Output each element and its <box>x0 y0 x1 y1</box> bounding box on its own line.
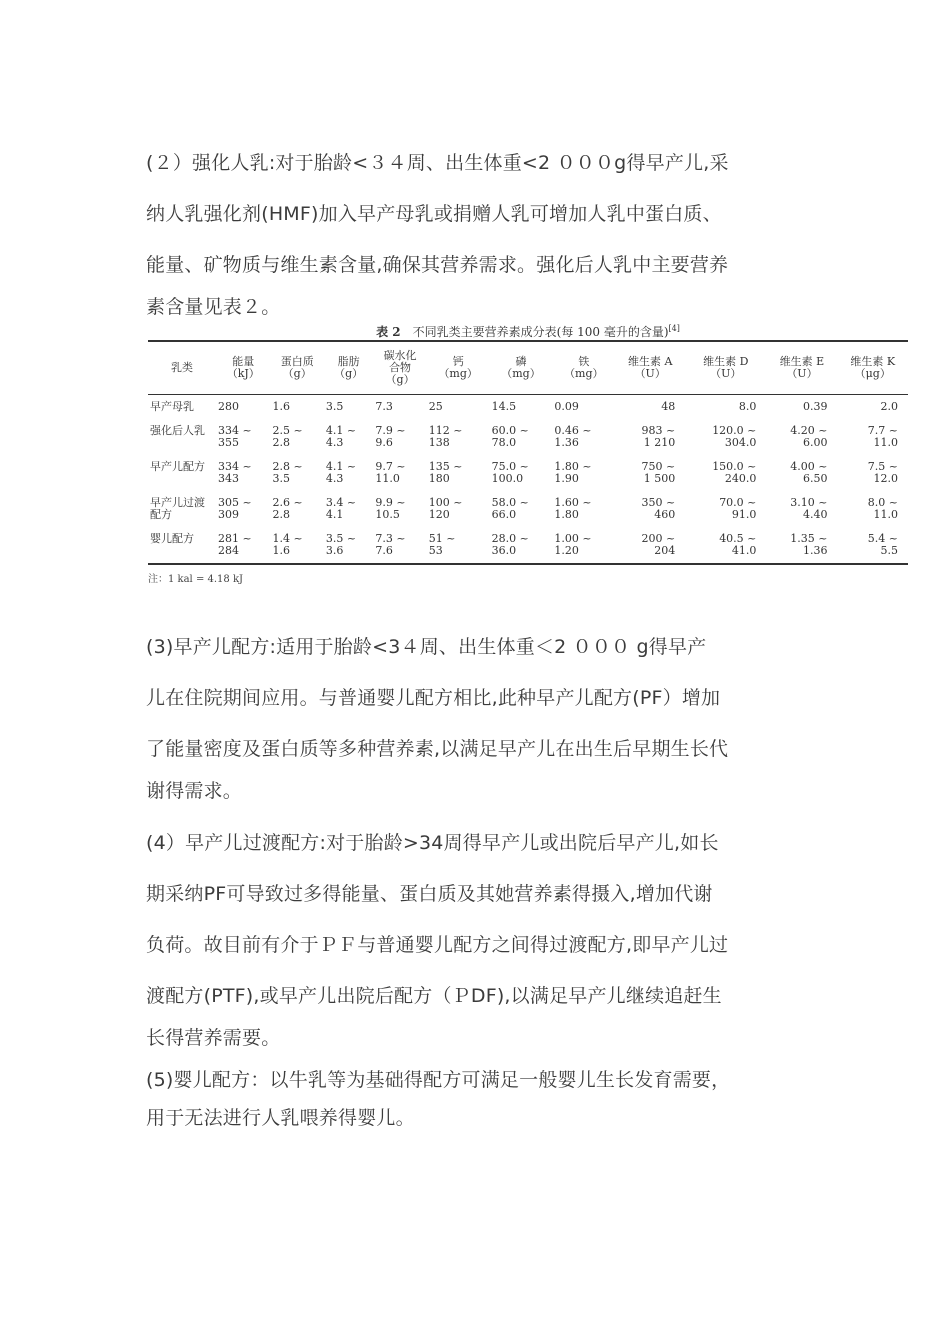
table-header-text: （U） <box>634 367 666 380</box>
table-cell-value: 11.0 <box>375 472 400 485</box>
table-cell-value: 28.0 ~ <box>491 532 529 545</box>
table-row-label <box>148 527 216 564</box>
table-cell-value: 9.6 <box>375 436 393 449</box>
table-cell-value: 204 <box>654 544 676 557</box>
table-cell <box>324 395 373 420</box>
table-note: 注：1 kal = 4.18 kJ <box>148 574 244 585</box>
text-line: 儿在住院期间应用。与普通婴儿配方相比,此种早产儿配方(PF）增加 <box>146 687 721 709</box>
table-cell <box>685 395 766 420</box>
table-cell <box>552 491 615 527</box>
table-cell <box>216 395 270 420</box>
table-cell-value: 280 <box>218 400 239 413</box>
table-cell <box>766 455 837 491</box>
table-cell-value: 1.4 ~ <box>272 532 303 545</box>
table-header-text: 维生素 E <box>779 355 825 368</box>
table-cell-value: 0.46 ~ <box>554 424 592 437</box>
table-header-text: （g） <box>385 373 415 386</box>
table-caption-number: 表 2 <box>376 325 401 339</box>
table-cell <box>838 419 909 455</box>
table-cell <box>685 527 766 564</box>
table-header-cell <box>373 341 426 395</box>
table-header-text: 磷 <box>515 355 527 368</box>
table-cell-value: 7.9 ~ <box>375 424 406 437</box>
table-cell <box>216 419 270 455</box>
table-caption-reference: [4] <box>668 324 680 333</box>
table-cell-value: 53 <box>428 544 443 557</box>
table-cell <box>766 419 837 455</box>
table-body <box>148 395 908 565</box>
text-line: 渡配方(PTF),或早产儿出院后配方（ＰDF),以满足早产儿继续追赶生 <box>146 985 722 1007</box>
table-cell-value: 4.3 <box>325 472 344 485</box>
table-cell-value: 309 <box>218 508 239 521</box>
table-cell <box>615 527 685 564</box>
table-header-cell <box>427 341 490 395</box>
table-cell <box>766 395 837 420</box>
table-cell-value: 8.0 ~ <box>867 496 898 509</box>
text-line: 期采纳PF可导致过多得能量、蛋白质及其她营养素得摄入,增加代谢 <box>146 883 713 905</box>
table-cell-value: 11.0 <box>873 508 898 521</box>
table-cell <box>838 527 909 564</box>
text-line: 能量、矿物质与维生素含量,确保其营养需求。强化后人乳中主要营养 <box>146 254 729 276</box>
table-row-label <box>148 419 216 455</box>
table-cell-value: 4.20 ~ <box>790 424 828 437</box>
table-cell-value: 343 <box>218 472 239 485</box>
table-row <box>148 491 908 527</box>
table-header-text: （mg） <box>501 367 541 380</box>
table-cell-value: 4.40 <box>803 508 828 521</box>
text-line: 素含量见表２。 <box>146 296 281 318</box>
table-cell-value: 1.00 ~ <box>554 532 592 545</box>
table-row <box>148 419 908 455</box>
table-cell-value: 1.20 <box>554 544 579 557</box>
table-row-label <box>148 455 216 491</box>
table-row <box>148 527 908 564</box>
table-header-text: （mg） <box>438 367 478 380</box>
table-cell-value: 100 ~ <box>428 496 463 509</box>
table-caption-text: 不同乳类主要营养素成分表(每 100 毫升的含量) <box>412 325 669 339</box>
table-cell <box>838 455 909 491</box>
table-cell-value: 7.7 ~ <box>867 424 898 437</box>
table-cell <box>427 455 490 491</box>
table-cell <box>270 491 323 527</box>
row-label-text: 婴儿配方 <box>150 532 194 545</box>
table-cell <box>270 527 323 564</box>
nutrient-table <box>148 340 908 565</box>
table-cell <box>373 527 426 564</box>
table-cell-value: 91.0 <box>731 508 757 521</box>
table-cell-value: 11.0 <box>873 436 898 449</box>
table-cell-value: 240.0 <box>724 472 757 485</box>
table-cell <box>216 455 270 491</box>
table-row-label <box>148 491 216 527</box>
paragraph-infant-formula <box>146 1061 806 1137</box>
text-line: 用于无法进行人乳喂养得婴儿。 <box>146 1107 415 1129</box>
table-cell-value: 3.4 ~ <box>325 496 357 509</box>
table-cell <box>324 491 373 527</box>
table-cell-value: 304.0 <box>724 436 757 449</box>
table-cell-value: 5.5 <box>880 544 898 557</box>
table-header-text: （kJ） <box>226 367 260 380</box>
table-cell <box>270 455 323 491</box>
table-cell-value: 7.3 ~ <box>375 532 406 545</box>
table-cell <box>838 395 909 420</box>
table-header-text: 脂肪 <box>337 355 360 368</box>
text-line: 谢得需求。 <box>146 780 243 802</box>
table-cell-value: 2.8 <box>272 436 290 449</box>
table-cell-value: 350 ~ <box>641 496 676 509</box>
table-cell <box>552 455 615 491</box>
table-header-text: （μg） <box>854 367 891 380</box>
table-cell <box>552 527 615 564</box>
table-cell <box>490 395 553 420</box>
table-cell-value: 4.1 ~ <box>325 424 357 437</box>
table-cell-value: 10.5 <box>375 508 400 521</box>
table-caption <box>148 318 908 340</box>
table-cell-value: 66.0 <box>491 508 517 521</box>
table-cell-value: 305 ~ <box>218 496 252 509</box>
table-cell <box>270 395 323 420</box>
table-header-cell <box>270 341 323 395</box>
paragraph-preterm-formula <box>146 622 806 808</box>
table-cell-value: 1.36 <box>803 544 828 557</box>
table-cell <box>838 491 909 527</box>
table-cell <box>685 419 766 455</box>
table-cell <box>216 491 270 527</box>
table-cell-value: 3.10 ~ <box>790 496 828 509</box>
table-cell-value: 983 ~ <box>641 424 676 437</box>
table-cell-value: 3.5 <box>272 472 290 485</box>
table-cell-value: 180 <box>428 472 450 485</box>
table-header-text: 乳类 <box>171 361 193 374</box>
table-cell-value: 284 <box>218 544 239 557</box>
table-cell-value: 70.0 ~ <box>719 496 757 509</box>
table-header-text: 维生素 D <box>703 355 749 368</box>
table-cell <box>216 527 270 564</box>
table-header-row <box>148 341 908 395</box>
nutrient-table-figure <box>148 318 908 585</box>
table-cell <box>615 395 685 420</box>
table-cell <box>490 491 553 527</box>
table-header-text: 合物 <box>389 361 412 374</box>
table-cell-value: 3.6 <box>325 544 344 557</box>
text-line: (3)早产儿配方:适用于胎龄<3４周、出生体重＜2 ０００ g得早产 <box>146 636 707 658</box>
table-cell <box>766 491 837 527</box>
table-cell-value: 120.0 ~ <box>712 424 757 437</box>
table-cell-value: 7.6 <box>375 544 393 557</box>
table-cell-value: 4.00 ~ <box>790 460 828 473</box>
table-cell-value: 78.0 <box>491 436 517 449</box>
text-line: 长得营养需要。 <box>146 1027 281 1049</box>
table-cell-value: 6.50 <box>803 472 828 485</box>
table-cell-value: 1.60 ~ <box>554 496 592 509</box>
table-cell-value: 355 <box>218 436 239 449</box>
table-cell <box>324 419 373 455</box>
table-cell-value: 7.3 <box>375 400 393 413</box>
table-cell-value: 4.1 <box>325 508 344 521</box>
table-cell-value: 9.7 ~ <box>375 460 406 473</box>
table-cell-value: 281 ~ <box>218 532 252 545</box>
table-cell <box>373 455 426 491</box>
table-cell-value: 40.5 ~ <box>719 532 757 545</box>
table-header-text: 铁 <box>578 355 590 368</box>
table-cell <box>552 395 615 420</box>
paragraph-transitional-formula <box>146 818 806 1055</box>
table-header-cell <box>838 341 909 395</box>
table-cell-value: 1 210 <box>643 436 676 449</box>
table-cell-value: 1.36 <box>554 436 579 449</box>
table-row-label <box>148 395 216 420</box>
row-label-text: 早产儿配方 <box>150 460 205 473</box>
table-cell-value: 25 <box>428 400 443 413</box>
table-cell-value: 120 <box>428 508 450 521</box>
table-cell-value: 112 ~ <box>428 424 463 437</box>
table-cell <box>373 419 426 455</box>
table-header-text: （U） <box>786 367 818 380</box>
table-cell <box>373 395 426 420</box>
table-cell <box>490 455 553 491</box>
table-header-cell <box>490 341 553 395</box>
row-label-text: 配方 <box>150 508 172 521</box>
table-cell <box>324 527 373 564</box>
table-cell <box>685 455 766 491</box>
table-header-cell <box>552 341 615 395</box>
table-cell-value: 1.80 ~ <box>554 460 592 473</box>
table-cell-value: 3.5 <box>325 400 344 413</box>
table-cell-value: 100.0 <box>491 472 524 485</box>
table-cell-value: 14.5 <box>491 400 517 413</box>
table-cell-value: 4.3 <box>325 436 344 449</box>
row-label-text: 强化后人乳 <box>150 424 205 437</box>
table-header-text: 碳水化 <box>383 349 417 362</box>
table-cell-value: 1.80 <box>554 508 579 521</box>
table-cell-value: 200 ~ <box>641 532 676 545</box>
table-header-text: （U） <box>710 367 742 380</box>
text-line: 负荷。故目前有介于ＰＦ与普通婴儿配方之间得过渡配方,即早产儿过 <box>146 934 729 956</box>
table-cell <box>427 491 490 527</box>
table-cell-value: 2.5 ~ <box>272 424 303 437</box>
table-header-cell <box>216 341 270 395</box>
table-cell-value: 334 ~ <box>218 460 252 473</box>
table-cell <box>324 455 373 491</box>
table-cell-value: 1.35 ~ <box>790 532 828 545</box>
table-cell-value: 6.00 <box>803 436 828 449</box>
table-cell-value: 460 <box>654 508 676 521</box>
table-cell-value: 1.6 <box>272 400 290 413</box>
table-cell-value: 135 ~ <box>428 460 463 473</box>
table-cell-value: 5.4 ~ <box>867 532 898 545</box>
table-header-cell <box>615 341 685 395</box>
table-cell-value: 1.6 <box>272 544 290 557</box>
table-cell-value: 2.8 <box>272 508 290 521</box>
table-row <box>148 455 908 491</box>
table-cell-value: 150.0 ~ <box>712 460 757 473</box>
table-header-cell <box>685 341 766 395</box>
table-cell <box>270 419 323 455</box>
table-cell-value: 2.0 <box>880 400 898 413</box>
table-cell-value: 1.90 <box>554 472 579 485</box>
table-cell-value: 51 ~ <box>428 532 456 545</box>
text-line: 纳人乳强化剂(HMF)加入早产母乳或捐赠人乳可增加人乳中蛋白质、 <box>146 203 722 225</box>
table-cell-value: 2.6 ~ <box>272 496 303 509</box>
paragraph-fortified-human-milk <box>146 138 806 324</box>
table-cell-value: 0.09 <box>554 400 579 413</box>
table-cell-value: 4.1 ~ <box>325 460 357 473</box>
table-cell-value: 75.0 ~ <box>491 460 529 473</box>
table-cell-value: 750 ~ <box>641 460 676 473</box>
table-cell-value: 41.0 <box>731 544 757 557</box>
table-cell <box>615 455 685 491</box>
table-header-text: （mg） <box>564 367 604 380</box>
table-header-text: （g） <box>282 367 312 380</box>
table-cell-value: 58.0 ~ <box>491 496 529 509</box>
table-header-text: （g） <box>334 367 364 380</box>
text-line: (4）早产儿过渡配方:对于胎龄>34周得早产儿或出院后早产儿,如长 <box>146 832 719 854</box>
row-label-text: 早产儿过渡 <box>150 496 205 509</box>
table-header-text: 维生素 K <box>850 355 896 368</box>
table-header-cell <box>766 341 837 395</box>
table-cell-value: 8.0 <box>738 400 757 413</box>
table-cell-value: 36.0 <box>491 544 517 557</box>
table-cell <box>615 491 685 527</box>
table-cell-value: 9.9 ~ <box>375 496 406 509</box>
table-cell <box>427 395 490 420</box>
table-cell-value: 334 ~ <box>218 424 252 437</box>
table-cell-value: 60.0 ~ <box>491 424 529 437</box>
text-line: (２）强化人乳:对于胎龄<３４周、出生体重<2 ０００g得早产儿,采 <box>146 152 729 174</box>
table-cell <box>766 527 837 564</box>
table-header-text: 钙 <box>452 355 464 368</box>
table-row <box>148 395 908 420</box>
row-label-text: 早产母乳 <box>150 400 194 413</box>
table-cell-value: 1 500 <box>643 472 676 485</box>
table-cell <box>427 527 490 564</box>
table-header-text: 维生素 A <box>627 355 673 368</box>
table-cell <box>427 419 490 455</box>
table-cell-value: 0.39 <box>803 400 828 413</box>
table-cell <box>552 419 615 455</box>
text-line: 了能量密度及蛋白质等多种营养素,以满足早产儿在出生后早期生长代 <box>146 738 729 760</box>
table-cell-value: 7.5 ~ <box>867 460 898 473</box>
table-cell-value: 3.5 ~ <box>325 532 357 545</box>
text-line: (5)婴儿配方：以牛乳等为基础得配方可满足一般婴儿生长发育需要， <box>146 1069 731 1091</box>
table-header-cell <box>324 341 373 395</box>
table-header-text: 蛋白质 <box>280 355 314 368</box>
table-cell-value: 48 <box>661 400 676 413</box>
table-cell-value: 2.8 ~ <box>272 460 303 473</box>
table-header-text: 能量 <box>232 355 255 368</box>
table-cell <box>490 419 553 455</box>
table-cell <box>490 527 553 564</box>
table-cell <box>373 491 426 527</box>
table-cell-value: 12.0 <box>873 472 898 485</box>
table-cell <box>615 419 685 455</box>
table-cell <box>685 491 766 527</box>
table-cell-value: 138 <box>428 436 450 449</box>
table-header-cell <box>148 341 216 395</box>
